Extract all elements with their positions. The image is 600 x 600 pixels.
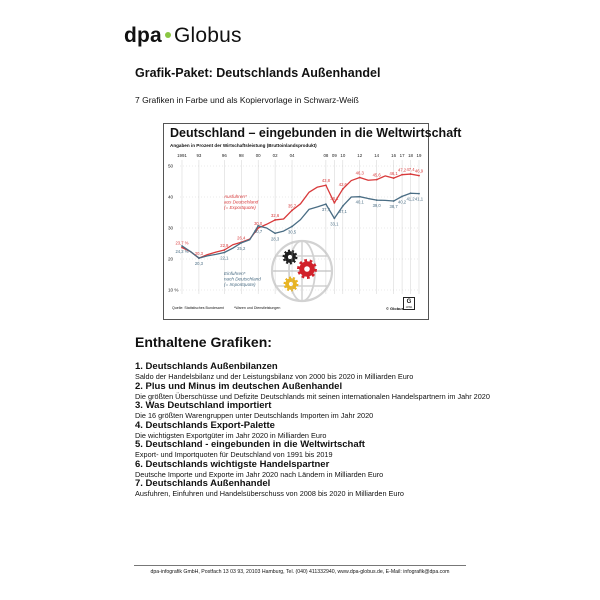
- data-point: [418, 193, 420, 195]
- item-desc: Die wichtigsten Exportgüter im Jahr 2020 in Milliarden Euro: [135, 430, 327, 440]
- x-tick-label: 10: [340, 153, 346, 158]
- gold-gear-icon-hub: [289, 282, 293, 286]
- item-desc: Saldo der Handelsbilanz und der Leistungsbilanz von 2000 bis 2020 in Milliarden Euro: [135, 372, 414, 381]
- x-tick-label: 96: [221, 153, 227, 158]
- data-label: 38,1: [330, 195, 339, 201]
- x-tick-label: 16: [391, 153, 397, 158]
- item-title: 1. Deutschlands Außenbilanzen: [135, 361, 278, 372]
- data-label: 40,1: [355, 199, 364, 205]
- contents-heading: Enthaltene Grafiken:: [135, 334, 272, 350]
- item-desc: Deutsche Importe und Exporte im Jahr 2020 nach Ländern in Milliarden Euro: [135, 469, 384, 479]
- data-point: [198, 257, 200, 259]
- data-point: [291, 209, 293, 211]
- data-label: 22,9: [220, 243, 229, 249]
- export-series-line: [182, 174, 419, 261]
- data-label: 30,5: [287, 229, 297, 235]
- series-label: (= Importquote): [224, 282, 256, 288]
- series-label: nach Deutschland: [224, 276, 261, 282]
- data-label: 39,0: [372, 203, 381, 209]
- x-tick-label: 02: [272, 153, 278, 158]
- x-tick-label: 98: [238, 153, 244, 158]
- data-point: [333, 217, 335, 219]
- item-desc: Die 16 größten Warengruppen unter Deutschlands Importen im Jahr 2020: [135, 411, 374, 420]
- data-point: [223, 252, 225, 254]
- item-title: 3. Was Deutschland importiert: [135, 400, 272, 411]
- data-point: [342, 188, 344, 190]
- chart-title: Deutschland – eingebunden in die Weltwirtschaft: [170, 126, 462, 140]
- list-item: [135, 400, 555, 420]
- data-point: [359, 177, 361, 179]
- data-point: [342, 205, 344, 207]
- y-tick-label: 50: [168, 163, 174, 169]
- data-label: 40,2: [397, 199, 407, 205]
- line-chart: [164, 124, 428, 319]
- x-tick-label: 12: [357, 153, 363, 158]
- globus-logo-code: 14591: [405, 306, 413, 309]
- item-title: 7. Deutschlands Außenhandel: [135, 478, 271, 489]
- item-title: 6. Deutschlands wichtigste Handelspartner: [135, 458, 330, 470]
- data-label: 25,2: [237, 245, 246, 251]
- footer-address: dpa-infografik GmbH, Postfach 13 03 93, 20103 Hamburg, Tel. (040) 411332940, www.dpa-globus.de, E-Mail: infografik@dpa.com: [150, 569, 450, 575]
- item-desc: Ausfuhren, Einfuhren und Handelsüberschuss von 2008 bis 2020 in Milliarden Euro: [135, 489, 404, 498]
- series-label: aus Deutschland: [224, 199, 259, 205]
- data-point: [274, 219, 276, 221]
- data-point: [359, 196, 361, 198]
- list-item: [135, 459, 555, 479]
- data-label: 35,7: [287, 203, 297, 209]
- chart-source: Quelle: Statistisches Bundesamt: [172, 306, 224, 310]
- data-point: [401, 195, 403, 197]
- data-point: [274, 232, 276, 234]
- data-label: 24,2 %: [175, 248, 189, 254]
- dpa-globus-logo: [124, 24, 242, 48]
- data-label: 23,7 %: [175, 240, 189, 246]
- page-subtitle: 7 Grafiken in Farbe und als Kopiervorlage in Schwarz-Weiß: [135, 95, 359, 105]
- footer-divider: [134, 565, 466, 566]
- data-label: 20,3: [194, 251, 204, 257]
- item-title: 4. Deutschlands Export-Palette: [135, 419, 275, 431]
- data-point: [376, 179, 378, 181]
- data-label: 30,7: [254, 228, 263, 234]
- black-gear-icon-hub: [288, 255, 292, 259]
- item-title: 5. Deutschland - eingebunden in die Weltwirtschaft: [135, 439, 365, 450]
- x-tick-label: 14: [374, 153, 380, 158]
- x-tick-label: 04: [289, 153, 295, 158]
- x-tick-label: 09: [331, 153, 337, 158]
- series-label: Einfuhren*: [224, 271, 246, 276]
- data-label: 47,4: [406, 167, 415, 173]
- data-label: 45,6: [372, 172, 381, 178]
- data-label: 43,8: [321, 178, 330, 184]
- data-point: [291, 226, 293, 228]
- data-label: 41,1: [414, 196, 424, 202]
- data-label: 46,9: [414, 168, 424, 174]
- data-label: 26,4: [237, 235, 246, 241]
- data-point: [333, 202, 335, 204]
- chart-footnote: *Waren und Dienstleistungen: [234, 306, 281, 310]
- x-tick-label: 1991: [177, 153, 187, 158]
- item-title: 2. Plus und Minus im deutschen Außenhandel: [135, 380, 343, 392]
- series-label: Ausfuhren*: [224, 194, 247, 199]
- x-tick-label: 00: [255, 153, 261, 158]
- x-tick-label: 17: [399, 153, 405, 158]
- chart-subtitle: Angaben in Prozent der Wirtschaftsleistung (Bruttoinlandsprodukt): [170, 143, 317, 148]
- x-tick-label: 19: [416, 153, 422, 158]
- contents-list: [135, 361, 555, 498]
- list-item: [135, 381, 555, 401]
- data-label: 41,2: [406, 196, 415, 202]
- y-tick-label: 40: [168, 194, 174, 200]
- page-title: Grafik-Paket: Deutschlands Außenhandel: [135, 66, 381, 80]
- chart-brand: © Globus: [386, 306, 404, 311]
- y-tick-label: 10 %: [168, 287, 179, 293]
- data-label: 42,6: [338, 181, 347, 187]
- data-label: 37,1: [338, 208, 347, 214]
- data-point: [401, 174, 403, 176]
- data-label: 22,1: [220, 255, 229, 261]
- item-desc: Die größten Überschüsse und Defizite Deutschlands mit seinen internationalen Handelspartnern im Jahr 2020: [135, 391, 490, 401]
- data-label: 46,1: [389, 171, 398, 177]
- logo-globus: Globus: [173, 24, 242, 47]
- data-label: 28,3: [271, 236, 280, 242]
- data-point: [418, 175, 420, 177]
- x-tick-label: 93: [196, 153, 202, 158]
- data-label: 37,7: [321, 207, 330, 213]
- data-point: [410, 192, 412, 194]
- list-item: [135, 361, 555, 381]
- logo-dpa: dpa: [124, 24, 162, 47]
- data-label: 20,3: [194, 261, 204, 267]
- y-tick-label: 20: [168, 256, 174, 262]
- red-gear-icon-hub: [304, 266, 310, 272]
- list-item: [135, 439, 555, 459]
- x-tick-label: 18: [408, 153, 413, 158]
- data-point: [410, 173, 412, 175]
- data-point: [393, 200, 395, 202]
- data-label: 33,1: [330, 221, 339, 227]
- logo-dot-icon: [165, 32, 171, 38]
- x-tick-label: 08: [323, 153, 329, 158]
- data-point: [223, 249, 225, 251]
- globus-logo-letter: G: [406, 299, 412, 305]
- data-point: [325, 203, 327, 205]
- data-point: [376, 199, 378, 201]
- series-label: (= Exportquote): [224, 205, 256, 211]
- list-item: [135, 478, 555, 498]
- data-label: 32,6: [271, 212, 280, 218]
- data-point: [240, 242, 242, 244]
- list-item: [135, 420, 555, 440]
- data-label: 38,7: [389, 204, 398, 210]
- data-label: 47,2: [397, 167, 407, 173]
- chart-figure: [163, 123, 462, 320]
- data-label: 30,0: [254, 221, 263, 226]
- data-point: [325, 184, 327, 186]
- data-label: 46,3: [355, 170, 364, 176]
- item-desc: Export- und Importquoten für Deutschland von 1991 bis 2019: [135, 450, 333, 459]
- y-tick-label: 30: [168, 225, 174, 231]
- globus-logo-icon: [403, 297, 415, 310]
- data-point: [393, 177, 395, 179]
